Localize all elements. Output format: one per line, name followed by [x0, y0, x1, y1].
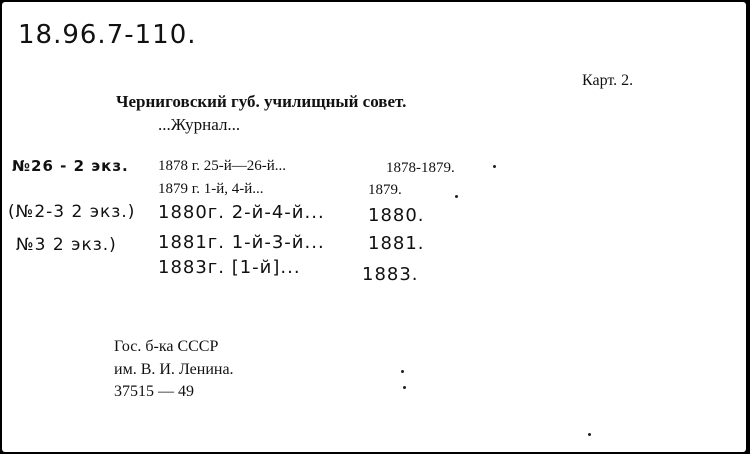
holdings-issues: 1883г. [1-й]...	[158, 257, 301, 278]
holdings-years: 1880.	[368, 205, 425, 226]
scan-speck	[455, 195, 458, 198]
holdings-note: (№2-3 2 экз.)	[8, 202, 136, 222]
card-title: Черниговский губ. училищный совет.	[116, 92, 407, 111]
holdings-issues: 1878 г. 25-й—26-й...	[158, 158, 287, 174]
holdings-note: №26 - 2 экз.	[12, 157, 129, 175]
holdings-years: 1878-1879.	[386, 160, 455, 176]
holdings-note: №3 2 экз.)	[16, 235, 117, 255]
scan-speck	[493, 165, 496, 168]
library-dedication: им. В. И. Ленина.	[114, 361, 234, 378]
holdings-issues: 1881г. 1-й-3-й...	[158, 232, 325, 253]
inventory-number: 37515 — 49	[114, 383, 194, 400]
library-name: Гос. б-ка СССР	[114, 338, 219, 355]
holdings-issues: 1879 г. 1-й, 4-й...	[158, 181, 264, 197]
holdings-years: 1879.	[368, 182, 402, 198]
call-number: 18.96.7-110.	[18, 20, 197, 50]
scan-speck	[401, 370, 404, 373]
card-number: Карт. 2.	[582, 72, 634, 89]
holdings-years: 1883.	[362, 264, 419, 285]
scan-speck	[403, 386, 406, 389]
card-subtitle: ...Журнал...	[158, 115, 241, 134]
scan-speck	[588, 433, 591, 436]
catalog-card	[2, 2, 746, 452]
holdings-years: 1881.	[368, 233, 425, 254]
holdings-issues: 1880г. 2-й-4-й...	[158, 202, 325, 223]
